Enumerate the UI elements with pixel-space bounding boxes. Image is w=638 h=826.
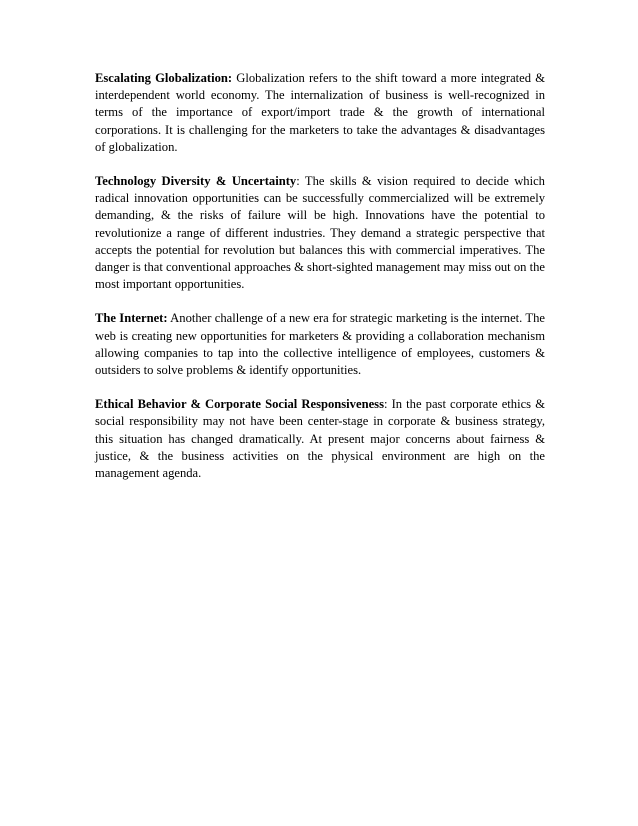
paragraph-text: : The skills & vision required to decide which radical innovation opportunities can be successfully commercialized will be extremely demanding, & the risks of failure will be high. Innovations have the potential to revolutionize a range of different industries. They demand a strategic perspective that accepts the potential for revolution but balances this with commercial imperatives. The danger is that conventional approaches & short-sighted management may miss out on the most important opportunities. — [95, 174, 545, 292]
paragraph-escalating-globalization — [95, 70, 545, 156]
paragraph-heading: Ethical Behavior & Corporate Social Responsiveness — [95, 397, 384, 412]
paragraph-text: Globalization refers to the shift toward a more integrated & interdependent world economy. The internalization of business is well-recognized in terms of the importance of export/import trade & the growth of international corporations. It is challenging for the marketers to take the advantages & disadvantages of globalization. — [95, 71, 545, 154]
document-body — [95, 70, 545, 499]
paragraph-text: Another challenge of a new era for strategic marketing is the internet. The web is creating new opportunities for marketers & providing a collaboration mechanism allowing companies to tap into the collective intelligence of employees, customers & outsiders to solve problems & identify opportunities. — [95, 311, 545, 378]
paragraph-technology-diversity — [95, 173, 545, 293]
paragraph-heading: The Internet: — [95, 311, 168, 326]
paragraph-ethical-behavior — [95, 396, 545, 482]
paragraph-text: : In the past corporate ethics & social responsibility may not have been center-stage in corporate & business strategy, this situation has changed dramatically. At present major concerns about fairness & justice, & the business activities on the physical environment are high on the management agenda. — [95, 397, 545, 481]
paragraph-heading: Escalating Globalization: — [95, 71, 233, 85]
paragraph-the-internet — [95, 310, 545, 379]
paragraph-heading: Technology Diversity & Uncertainty — [95, 174, 297, 189]
